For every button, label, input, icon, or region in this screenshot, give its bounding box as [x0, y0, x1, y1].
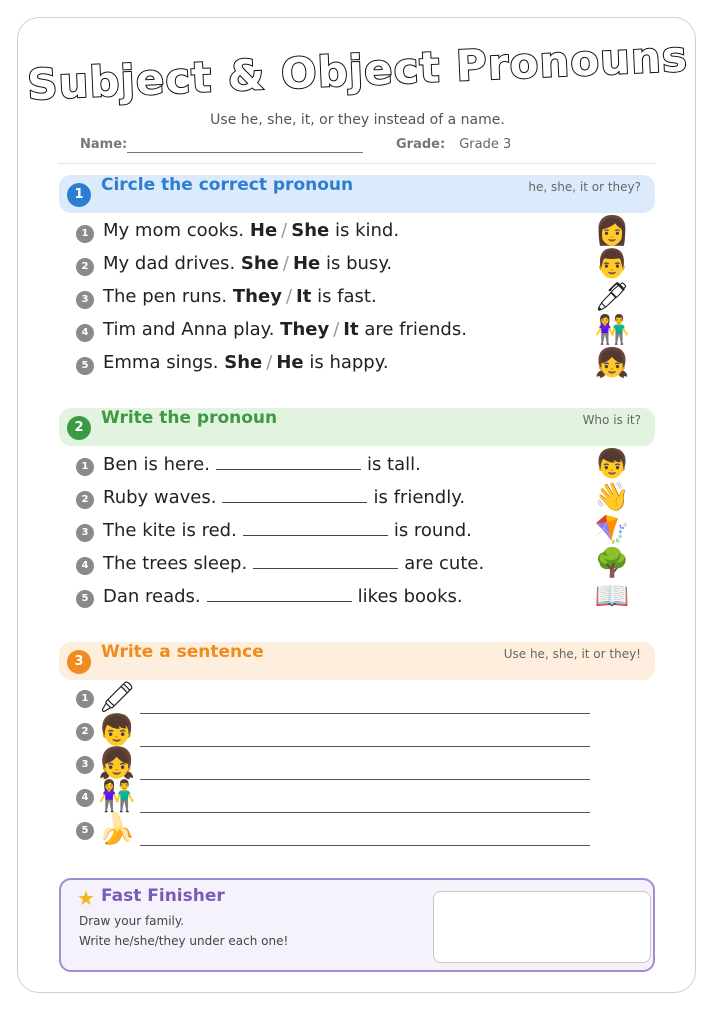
- grade-label: Grade:: [396, 137, 446, 152]
- picture-icon: 👫: [98, 779, 136, 814]
- item-number: 5: [76, 822, 94, 840]
- list-item: [76, 447, 656, 483]
- star-icon: ★: [77, 886, 95, 910]
- name-label: Name:: [80, 137, 128, 152]
- picture-icon: 🖍: [98, 680, 137, 715]
- item-sentence: [103, 453, 421, 475]
- sentence-end: is fast.: [317, 286, 377, 307]
- list-item: [76, 748, 656, 781]
- section-hint: Who is it?: [582, 413, 641, 427]
- section-hint: he, she, it or they?: [528, 180, 641, 194]
- picture-icon: 🌳: [594, 546, 630, 579]
- answer-blank[interactable]: [216, 453, 361, 470]
- section-title: Write the pronoun: [101, 408, 278, 428]
- slash-divider: /: [281, 220, 288, 241]
- section-number: 3: [67, 650, 91, 674]
- pronoun-option[interactable]: She: [240, 253, 279, 274]
- picture-icon: 👦: [98, 713, 136, 748]
- grade-wrap: [396, 137, 511, 152]
- sentence-start: Ben is here.: [103, 454, 210, 475]
- picture-icon: 👦: [594, 447, 630, 480]
- grade-value: Grade 3: [459, 137, 512, 152]
- item-number: 4: [76, 557, 94, 575]
- item-number: 3: [76, 756, 94, 774]
- section-number: 1: [67, 183, 91, 207]
- list-item: [76, 781, 656, 814]
- sentence-start: My dad drives.: [103, 253, 236, 274]
- worksheet-title: Subject & Object Pronouns: [26, 31, 689, 110]
- picture-icon: 👨: [594, 247, 630, 280]
- writing-line[interactable]: [140, 746, 590, 747]
- item-number: 1: [76, 225, 94, 243]
- section-title: Circle the correct pronoun: [101, 175, 354, 195]
- item-number: 5: [76, 357, 94, 375]
- list-item: [76, 313, 656, 349]
- sentence-end: is friendly.: [373, 487, 466, 508]
- item-number: 2: [76, 258, 94, 276]
- item-number: 1: [76, 690, 94, 708]
- item-sentence: [103, 519, 472, 541]
- sentence-start: The trees sleep.: [103, 553, 248, 574]
- list-item: [76, 346, 656, 382]
- pronoun-option[interactable]: It: [296, 286, 312, 307]
- item-number: 2: [76, 723, 94, 741]
- sentence-end: is kind.: [334, 220, 400, 241]
- pronoun-option[interactable]: It: [343, 319, 359, 340]
- picture-icon: 👫: [594, 313, 630, 346]
- item-sentence: [103, 286, 377, 307]
- list-item: [76, 814, 656, 847]
- slash-divider: /: [266, 352, 273, 373]
- list-item: [76, 715, 656, 748]
- sentence-end: are friends.: [364, 319, 467, 340]
- picture-icon: 📖: [594, 579, 630, 612]
- sentence-end: is round.: [393, 520, 472, 541]
- pronoun-option[interactable]: He: [292, 253, 321, 274]
- writing-line[interactable]: [140, 845, 590, 846]
- picture-icon: 👩: [594, 214, 630, 247]
- section-2-header: [59, 408, 655, 446]
- item-sentence: [103, 220, 399, 241]
- sentence-end: are cute.: [404, 553, 485, 574]
- item-number: 4: [76, 789, 94, 807]
- pronoun-option[interactable]: He: [249, 220, 278, 241]
- answer-blank[interactable]: [222, 486, 367, 503]
- item-sentence: [103, 486, 465, 508]
- sentence-start: The pen runs.: [103, 286, 228, 307]
- sentence-start: Tim and Anna play.: [103, 319, 275, 340]
- item-sentence: [103, 552, 484, 574]
- list-item: [76, 682, 656, 715]
- slash-divider: /: [333, 319, 340, 340]
- pronoun-option[interactable]: She: [291, 220, 330, 241]
- pronoun-option[interactable]: They: [232, 286, 282, 307]
- section-hint: Use he, she, it or they!: [503, 647, 641, 661]
- slash-divider: /: [282, 253, 289, 274]
- pronoun-option[interactable]: They: [280, 319, 330, 340]
- slash-divider: /: [285, 286, 293, 307]
- answer-blank[interactable]: [243, 519, 388, 536]
- answer-blank[interactable]: [253, 552, 398, 569]
- fast-finisher-title: Fast Finisher: [101, 886, 225, 906]
- list-item: [76, 214, 656, 250]
- pronoun-option[interactable]: He: [276, 352, 304, 373]
- picture-icon: 👋: [594, 480, 630, 513]
- fast-finisher-box: [59, 878, 655, 972]
- sentence-end: likes books.: [357, 586, 463, 607]
- picture-icon: 🪁: [594, 513, 630, 546]
- item-number: 3: [76, 524, 94, 542]
- writing-line[interactable]: [140, 779, 590, 780]
- pronoun-option[interactable]: She: [224, 352, 263, 373]
- item-number: 3: [76, 291, 94, 309]
- sentence-start: Emma sings.: [103, 352, 219, 373]
- sentence-start: My mom cooks.: [103, 220, 245, 241]
- fast-finisher-line-2: Write he/she/they under each one!: [79, 934, 289, 948]
- picture-icon: 🖊: [594, 280, 630, 313]
- writing-line[interactable]: [140, 812, 590, 813]
- list-item: [76, 546, 656, 582]
- section-1-header: [59, 175, 655, 213]
- item-sentence: [103, 585, 463, 607]
- sentence-start: Ruby waves.: [103, 487, 217, 508]
- item-sentence: [103, 253, 392, 274]
- header-divider: [58, 163, 656, 164]
- item-sentence: [103, 352, 389, 373]
- item-number: 1: [76, 458, 94, 476]
- sentence-end: is tall.: [366, 454, 421, 475]
- writing-line[interactable]: [140, 713, 590, 714]
- picture-icon: 👧: [594, 346, 630, 379]
- list-item: [76, 480, 656, 516]
- picture-icon: 👧: [98, 746, 136, 781]
- picture-icon: 🍌: [98, 812, 136, 847]
- item-sentence: [103, 319, 467, 340]
- list-item: [76, 579, 656, 615]
- section-title: Write a sentence: [101, 642, 264, 662]
- list-item: [76, 247, 656, 283]
- section-3-header: [59, 642, 655, 680]
- name-field[interactable]: [127, 152, 363, 153]
- sentence-start: Dan reads.: [103, 586, 201, 607]
- list-item: [76, 280, 656, 316]
- answer-blank[interactable]: [207, 585, 352, 602]
- item-number: 2: [76, 491, 94, 509]
- name-label-wrap: [80, 137, 127, 152]
- fast-finisher-line-1: Draw your family.: [79, 914, 185, 928]
- drawing-box[interactable]: [433, 891, 651, 963]
- list-item: [76, 513, 656, 549]
- item-number: 5: [76, 590, 94, 608]
- sentence-end: is happy.: [309, 352, 389, 373]
- sentence-start: The kite is red.: [103, 520, 237, 541]
- item-number: 4: [76, 324, 94, 342]
- sentence-end: is busy.: [326, 253, 393, 274]
- worksheet-subtitle: Use he, she, it, or they instead of a name.: [210, 112, 505, 128]
- section-number: 2: [67, 416, 91, 440]
